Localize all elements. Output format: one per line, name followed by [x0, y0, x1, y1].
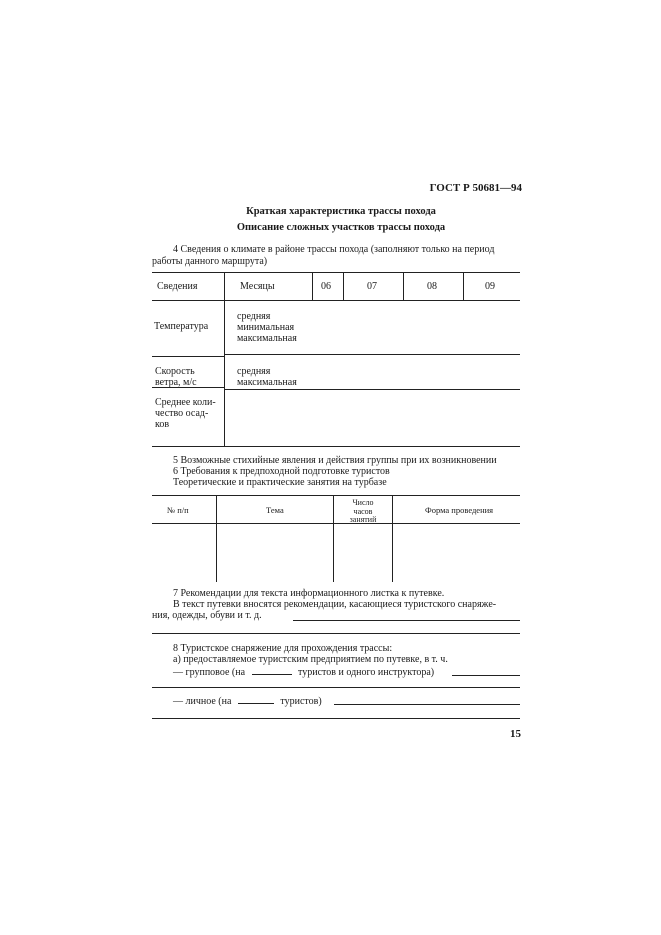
section7-line3: ния, одежды, обуви и т. д. [152, 610, 262, 621]
section6-subtitle: Теоретические и практические занятия на турбазе [173, 477, 387, 488]
fill-line [334, 704, 520, 705]
section4-line1: 4 Сведения о климате в районе трассы похода (заполняют только на период [173, 244, 495, 255]
row-precip-label-2: чество осад- [155, 408, 209, 419]
col-header-months: Месяцы [240, 281, 275, 292]
row-wind-label-2: ветра, м/с [155, 377, 197, 388]
section6: 6 Требования к предпоходной подготовке туристов [173, 466, 390, 477]
fill-line [152, 718, 520, 719]
col-header-07: 07 [367, 281, 377, 292]
section5: 5 Возможные стихийные явления и действия группы при их возникновении [173, 455, 497, 466]
personal-count-blank [238, 694, 274, 704]
col-header-08: 08 [427, 281, 437, 292]
section4-line2: работы данного маршрута) [152, 256, 268, 267]
section-title: Краткая характеристика трассы похода [246, 206, 436, 217]
fill-line [452, 675, 520, 676]
temp-minimum: минимальная [237, 322, 295, 333]
section8-line1: 8 Туристское снаряжение для прохождения трассы: [173, 643, 393, 654]
fill-line [152, 633, 520, 634]
fill-line [152, 687, 520, 688]
temp-average: средняя [237, 311, 271, 322]
fill-line [293, 620, 520, 621]
section8-personal-line: — личное (на туристов) [173, 696, 322, 707]
page-number: 15 [510, 728, 521, 740]
standard-id: ГОСТ Р 50681—94 [429, 182, 522, 194]
row-temperature-label: Температура [154, 321, 209, 332]
row-precip-label-1: Среднее коли- [155, 397, 216, 408]
section7-line2: В текст путевки вносятся рекомендации, касающиеся туристского снаряже- [173, 599, 497, 610]
col-header-09: 09 [485, 281, 495, 292]
row-wind-label-1: Скорость [155, 366, 195, 377]
section-subtitle: Описание сложных участков трассы похода [236, 222, 446, 233]
temp-maximum: максимальная [237, 333, 297, 344]
section8-group-line: — групповое (на туристов и одного инструктора) [173, 667, 435, 678]
section7-line1: 7 Рекомендации для текста информационного листка к путевке. [173, 588, 445, 599]
wind-maximum: максимальная [237, 377, 297, 388]
col-header-info: Сведения [157, 281, 198, 292]
group-count-blank [252, 665, 292, 675]
col-header-06: 06 [321, 281, 331, 292]
col-header-format: Форма проведения [425, 505, 494, 515]
col-header-topic: Тема [266, 505, 284, 515]
col-header-number: № п/п [167, 505, 189, 515]
col-header-hours: Число часов занятий [349, 498, 377, 524]
wind-average: средняя [237, 366, 271, 377]
row-precip-label-3: ков [155, 419, 170, 430]
section8-line2: а) предоставляемое туристским предприятием по путевке, в т. ч. [173, 654, 448, 665]
